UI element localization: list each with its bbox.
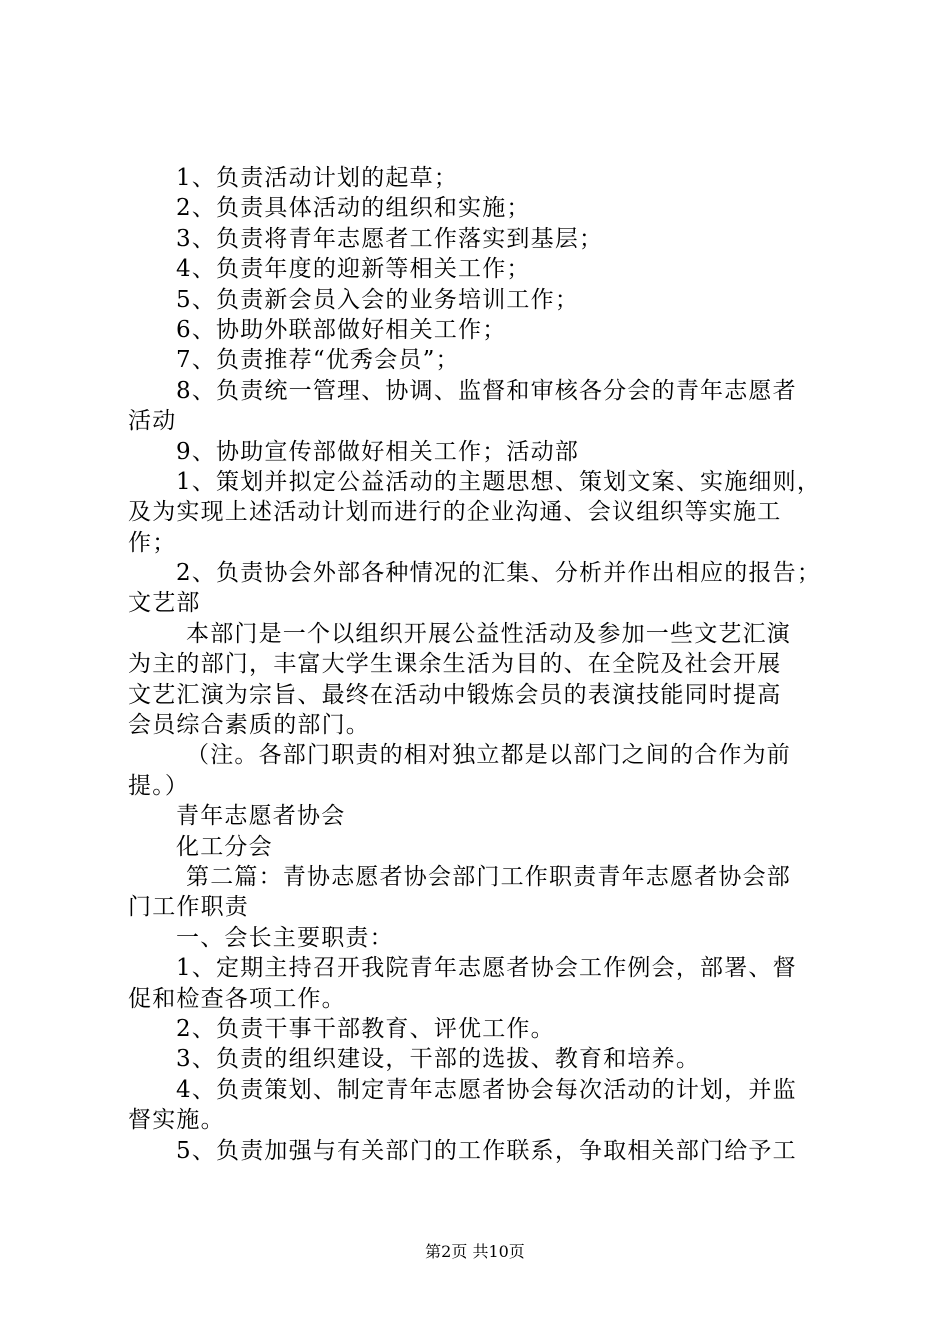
text-line: 促和检查各项工作。 bbox=[128, 985, 346, 1012]
text-line: 9、协助宣传部做好相关工作；活动部 bbox=[176, 438, 580, 465]
text-line: 门工作职责 bbox=[128, 894, 249, 921]
text-line: 1、定期主持召开我院青年志愿者协会工作例会，部署、督 bbox=[176, 955, 797, 982]
text-line: 3、负责的组织建设，干部的选拔、教育和培养。 bbox=[176, 1046, 701, 1073]
text-line: 5、负责加强与有关部门的工作联系，争取相关部门给予工 bbox=[176, 1137, 797, 1164]
text-line: 8、负责统一管理、协调、监督和审核各分会的青年志愿者 bbox=[176, 377, 797, 404]
text-line: 文艺汇演为宗旨、最终在活动中锻炼会员的表演技能同时提高 bbox=[128, 681, 782, 708]
text-line: 2、负责具体活动的组织和实施； bbox=[176, 195, 531, 222]
text-line: 3、负责将青年志愿者工作落实到基层； bbox=[176, 225, 604, 252]
text-line: 6、协助外联部做好相关工作； bbox=[176, 316, 507, 343]
text-line: 5、负责新会员入会的业务培训工作； bbox=[176, 286, 580, 313]
text-line: 作； bbox=[128, 529, 177, 556]
document-body bbox=[128, 163, 833, 1166]
text-line: 青年志愿者协会 bbox=[176, 803, 346, 830]
text-line: 第二篇：青协志愿者协会部门工作职责青年志愿者协会部 bbox=[186, 863, 791, 890]
text-line: 本部门是一个以组织开展公益性活动及参加一些文艺汇演 bbox=[186, 620, 791, 647]
text-line: 2、负责干事干部教育、评优工作。 bbox=[176, 1015, 555, 1042]
text-line: （注。各部门职责的相对独立都是以部门之间的合作为前 bbox=[186, 742, 791, 769]
page-footer: 第2页 共10页 bbox=[425, 1242, 525, 1261]
text-line: 为主的部门，丰富大学生课余生活为目的、在全院及社会开展 bbox=[128, 651, 782, 678]
text-line: 文艺部 bbox=[128, 590, 201, 617]
text-line: 1、负责活动计划的起草； bbox=[176, 165, 459, 191]
text-line: 一、会长主要职责： bbox=[176, 924, 394, 951]
text-line: 化工分会 bbox=[176, 833, 273, 860]
text-line: 督实施。 bbox=[128, 1107, 225, 1134]
text-line: 4、负责年度的迎新等相关工作； bbox=[176, 256, 531, 283]
text-line: 4、负责策划、制定青年志愿者协会每次活动的计划，并监 bbox=[176, 1076, 797, 1103]
text-line: 7、负责推荐“优秀会员”； bbox=[176, 347, 460, 374]
text-line: 活动 bbox=[128, 408, 177, 435]
text-line: 1、策划并拟定公益活动的主题思想、策划文案、实施细则， bbox=[176, 468, 822, 495]
text-line: 及为实现上述活动计划而进行的企业沟通、会议组织等实施工 bbox=[128, 499, 782, 526]
text-line: 提。） bbox=[128, 772, 190, 799]
text-line: 会员综合素质的部门。 bbox=[128, 712, 370, 739]
text-line: 2、负责协会外部各种情况的汇集、分析并作出相应的报告； bbox=[176, 560, 822, 587]
